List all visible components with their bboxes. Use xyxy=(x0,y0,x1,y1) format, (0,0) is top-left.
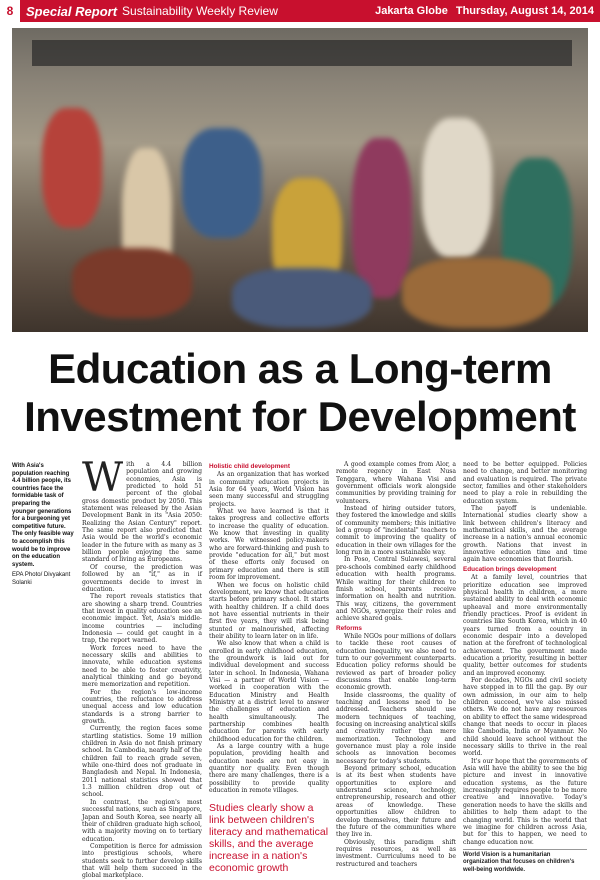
paragraph: The payoff is undeniable. International studies clearly show a link between children's literacy and mathematical skills, and the average increase in a nation's annual economic growth. Nations that invest in innovative education time and time again have economies that flourish. xyxy=(463,505,587,564)
article-column-1 xyxy=(82,455,202,880)
paragraph: It's our hope that the governments of Asia will have the ability to see the big picture and invest in innovative education systems, as the future increasingly requires people to be more creative and innovative. Today's generation needs to have the skills and abilities to help them adapt to the changing world. This is the world that we imagine for children across Asia, but for this to happen, we need to change education now. xyxy=(463,757,587,846)
subheading: Education brings development xyxy=(463,565,557,573)
publication-name: Jakarta Globe xyxy=(375,5,448,17)
paragraph: Obviously, this paradigm shift requires resources, as well as investment. Curriculums need to be restructured and teachers xyxy=(336,838,456,868)
subsection-title: Sustainability Weekly Review xyxy=(122,4,278,18)
paragraph: Inside classrooms, the quality of teaching and lessons need to be addressed. Teachers should use modern techniques of teaching, focusing on increasing analytical skills and creativity rather than mere memorization. Technology and governance must play a role inside schools as innovation becomes necessary for today's students. xyxy=(336,691,456,765)
paragraph: While NGOs pour millions of dollars to tackle these root causes of education inequality, we also need to turn to our government counterparts. Education policy reforms should be reviewed as part of broader policy discussions that enable long-term economic growth. xyxy=(336,632,456,692)
headline-line-1: Education as a Long-term xyxy=(48,345,552,392)
caption-text: With Asia's population reaching 4.4 billion people, its countries face the formidable task of preparing the younger generations for a burgeoning yet competitive future. The only feasible way to accomplish this would be to improve on the education system. xyxy=(12,463,74,568)
page-number: 8 xyxy=(0,0,20,22)
hero-photo xyxy=(12,28,588,332)
article-column-4 xyxy=(463,461,587,874)
pull-quote: Studies clearly show a link between children's literacy and mathematical skills, and the average increase in a nation's economic growth xyxy=(209,802,329,875)
paragraph: In Poso, Central Sulawesi, several pre-schools combined early childhood education with health programs. While waiting for their children to finish school, parents receive information on health and nutrition. This way, citizens, the government and NGOs, synergize their roles and achieve shared goals. xyxy=(336,556,456,623)
paragraph: Of course, the prediction was followed by an "if," as in if governments decide to invest in education. xyxy=(82,563,202,593)
section-title: Special Report xyxy=(26,3,118,19)
paragraph: As a large country with a huge population, providing health and education needs are not easy in quantity nor quality. Even though there are many challenges, there is a possibility to provide quality education in remote villages. xyxy=(209,743,329,795)
paragraph: For the region's low-income countries, the reluctance to address unequal access and low education standards is a strong barrier to growth. xyxy=(82,688,202,726)
headline xyxy=(0,345,600,441)
departure-board xyxy=(32,40,572,66)
issue-date: Thursday, August 14, 2014 xyxy=(455,5,594,17)
paragraph: At a family level, countries that prioritize education see improved physical health in children, a more sustained ability to deal with economic upheaval and more environmentally friendly practices. Proof is evident in countries like South Korea, which in 40 years turned from a country in economic despair into a developed nation at the forefront of technological achievement. The government made education a priority, resulting in better quality, better outcomes for students and an improved economy. xyxy=(463,574,587,677)
paragraph: We also know that when a child is enrolled in early childhood education, the groundwork is laid out for individual development and success later in school. In Indonesia, Wahana Visi — a partner of World Vision — worked in cooperation with the Education Ministry and Health Ministry at a district level to answer the challenges of education and health simultaneously. The partnership combines health education for parents with early childhood education for the children. xyxy=(209,640,329,743)
paragraph: need to be better equipped. Policies need to change, and better monitoring and evaluation is required. The private sector, families and other stakeholders need to play a role in rebuilding the education system. xyxy=(463,461,587,505)
photo-caption xyxy=(12,463,74,588)
paragraph: Competition is fierce for admission into prestigious schools, where students seek to further develop skills that will help them succeed in the global marketplace. xyxy=(82,842,202,880)
paragraph: The report reveals statistics that are showing a sharp trend. Countries that invest in quality education see an economic impact. Yet, Asia's middle-income countries — including Indonesia — could get caught in a trap, the report warned. xyxy=(82,593,202,645)
headline-line-2: Investment for Development xyxy=(24,393,576,440)
paragraph: ith a 4.4 billion population and growing economies, Asia is predicted to hold 51 percent of the global gross domestic product by 2050. This statement was released by the Asian Development Bank in its "Asia 2050: Realizing the Asian Century" report. The same report also predicted that Asia would be the world's economic leader in the future with as many as 3 billion people enjoying the same standard of living as Europeans. xyxy=(82,461,202,564)
paragraph: For decades, NGOs and civil society have stepped in to fill the gap. By our own admission, in our aim to help children succeed, we've also missed others. We do not have any resources on ability to effect the same widespread change that needs to occur in places like Cambodia, India or Myanmar. No child should leave school without the necessary skills to thrive in the real world. xyxy=(463,676,587,758)
paragraph: Beyond primary school, education is at its best when students have opportunities to explore and understand science, technology, entrepreneurship, research and other areas of knowledge. These opportunities allow children to develop themselves, their future and the future of the communities where they live in. xyxy=(336,765,456,839)
paragraph: In contrast, the region's most successful nations, such as Singapore, Japan and South Korea, see nearly all their of children graduate high school, with a majority moving on to tertiary education. xyxy=(82,798,202,843)
paragraph: When we focus on holistic child development, we know that education starts before primary school. It starts with healthy children. If a child does not have essential nutrients in their first five years, they will risk being stunted or malnourished, affecting their ability to learn later on in life. xyxy=(209,581,329,640)
article-column-2 xyxy=(209,461,329,874)
article-column-3 xyxy=(336,461,456,868)
paragraph: Instead of hiring outsider tutors, they fostered the knowledge and skills of community members; this initiative led a group of "incidental" teachers to commit to improving the quality of education in their own villages for the long run in a more sustainable way. xyxy=(336,505,456,557)
author-footnote: World Vision is a humanitarian organization that focuses on children's well-being worldwide. xyxy=(463,849,587,875)
paragraph: As an organization that has worked in community education projects in Asia for 64 years, World Vision has seen many successful and struggling projects. xyxy=(209,471,329,508)
paragraph: A good example comes from Alor, a remote regency in East Nusa Tenggara, where Wahana Visi and government officials work alongside communities by providing training for volunteers. xyxy=(336,461,456,505)
subheading: Holistic child development xyxy=(209,463,290,470)
paragraph: Work forces need to have the necessary skills and abilities to innovate, while education systems need to be able to foster creativity, analytical thinking and go beyond mere memorization and repetition. xyxy=(82,644,202,689)
page-header xyxy=(0,0,600,22)
drop-cap: W xyxy=(82,455,124,501)
photo-credit: EPA Photo/ Divyakant Solanki xyxy=(12,572,71,586)
paragraph: What we have learned is that it takes progress and collective efforts to increase the quality of education. We know that investing in quality works. We witnessed policy-makers who are forward-thinking and push to provide "education for all," but most of these efforts only focused on primary education and there is still room for improvement. xyxy=(209,508,329,582)
subheading: Reforms xyxy=(336,624,362,632)
paragraph: Currently, the region faces some startling statistics. Some 19 million children in Asia do not finish primary school. In Cambodia, nearly half of the children fail to reach grade seven, while one-third does not graduate in Bangladesh and Nepal. In Indonesia, 2011 national statistics showed that 1.3 million children drop out of school. xyxy=(82,725,202,799)
